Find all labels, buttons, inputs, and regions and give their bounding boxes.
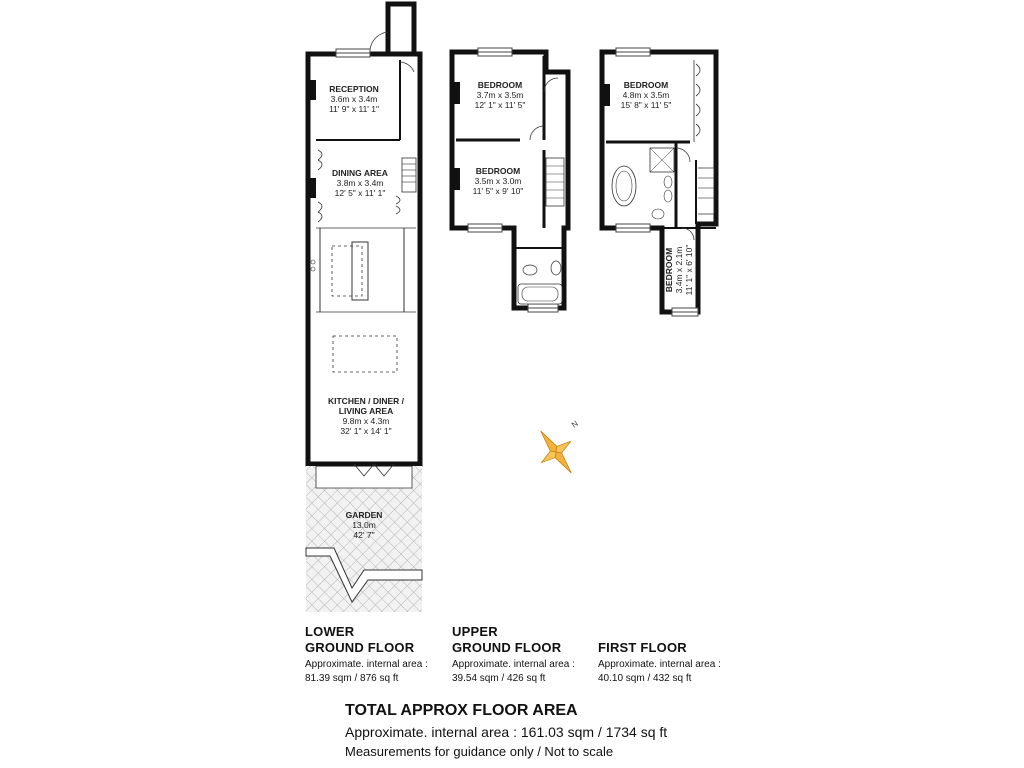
floor-info-lower-ground bbox=[305, 624, 428, 686]
disclaimer-note: Measurements for guidance only / Not to scale bbox=[345, 744, 614, 759]
room-name: GARDEN bbox=[345, 510, 383, 520]
compass-rose bbox=[526, 420, 586, 483]
floor-info-first-floor bbox=[598, 640, 721, 686]
room-metric: 3.5m x 3.0m bbox=[474, 176, 522, 186]
floor-name: LOWER bbox=[305, 624, 355, 639]
room-name: BEDROOM bbox=[477, 80, 523, 90]
room-label-reception bbox=[329, 84, 379, 114]
room-label-dining-area bbox=[332, 168, 388, 198]
room-imperial: 12' 5" x 11' 1" bbox=[334, 188, 386, 198]
floor-area-value: 39.54 sqm / 426 sq ft bbox=[452, 673, 546, 684]
room-metric: 3.8m x 3.4m bbox=[336, 178, 384, 188]
total-area: Approximate. internal area : 161.03 sqm / 1734 sq ft bbox=[345, 724, 668, 740]
room-label-first-bedroom-2 bbox=[664, 245, 694, 296]
room-metric: 3.7m x 3.5m bbox=[476, 90, 524, 100]
room-name: RECEPTION bbox=[329, 84, 379, 94]
room-name: BEDROOM bbox=[475, 166, 521, 176]
compass-north-label: N bbox=[569, 418, 580, 430]
floor-area-label: Approximate. internal area : bbox=[305, 659, 428, 670]
floor-name: FIRST FLOOR bbox=[598, 640, 687, 655]
floor-info-upper-ground bbox=[452, 624, 575, 686]
floor-area-label: Approximate. internal area : bbox=[452, 659, 575, 670]
room-metric: 13.0m bbox=[352, 520, 376, 530]
floor-area-value: 40.10 sqm / 432 sq ft bbox=[598, 673, 692, 684]
room-imperial: 11' 1" x 6' 10" bbox=[684, 244, 694, 296]
room-imperial: 32' 1" x 14' 1" bbox=[340, 426, 392, 436]
floor-area-value: 81.39 sqm / 876 sq ft bbox=[305, 673, 399, 684]
room-imperial: 11' 5" x 9' 10" bbox=[472, 186, 524, 196]
room-label-upper-bedroom-1 bbox=[475, 80, 526, 110]
room-metric: 9.8m x 4.3m bbox=[342, 416, 390, 426]
room-name: BEDROOM bbox=[623, 80, 669, 90]
room-name: DINING AREA bbox=[332, 168, 388, 178]
room-metric: 4.8m x 3.5m bbox=[622, 90, 670, 100]
room-imperial: 42' 7" bbox=[353, 530, 375, 540]
total-floor-area bbox=[345, 702, 667, 759]
room-name: BEDROOM bbox=[664, 247, 674, 293]
room-label-upper-bedroom-2 bbox=[473, 166, 524, 196]
room-metric: 3.4m x 2.1m bbox=[674, 246, 684, 294]
floor-name-line2: GROUND FLOOR bbox=[305, 640, 415, 655]
room-imperial: 15' 8" x 11' 5" bbox=[620, 100, 672, 110]
floor-area-label: Approximate. internal area : bbox=[598, 659, 721, 670]
room-metric: 3.6m x 3.4m bbox=[330, 94, 378, 104]
room-name: KITCHEN / DINER / bbox=[327, 396, 405, 406]
room-imperial: 11' 9" x 11' 1" bbox=[328, 104, 380, 114]
room-name-line2: LIVING AREA bbox=[338, 406, 394, 416]
room-imperial: 12' 1" x 11' 5" bbox=[474, 100, 526, 110]
total-title: TOTAL APPROX FLOOR AREA bbox=[345, 702, 578, 719]
room-label-first-bedroom-1 bbox=[621, 80, 672, 110]
floor-name: UPPER bbox=[452, 624, 498, 639]
floor-name-line2: GROUND FLOOR bbox=[452, 640, 562, 655]
